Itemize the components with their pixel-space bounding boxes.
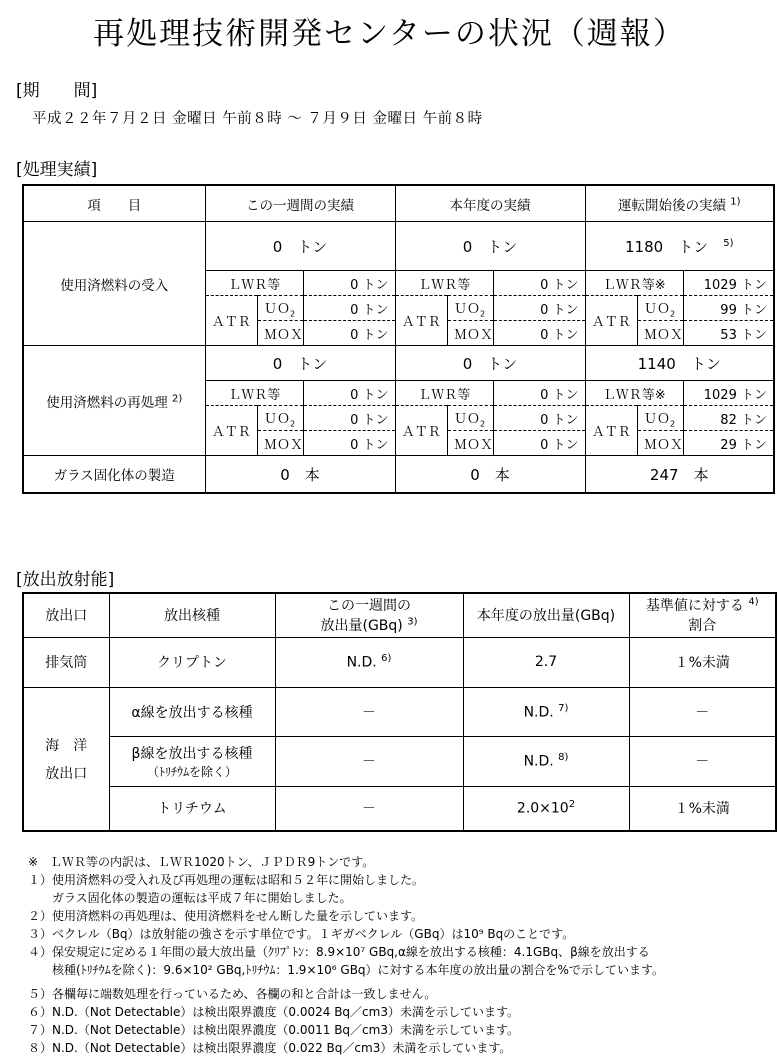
alpha-nuclide: α線を放出する核種 [109,687,275,736]
stack-ratio: １%未満 [629,637,776,687]
beta-year: N.D. $^{8)}$ [463,736,629,786]
header-nuclide: 放出核種 [109,593,275,637]
release-row-alpha [23,687,776,736]
reprocessing-cumulative-detail: ＬＷＲ等※ 1029 トン ＡＴＲ ＵＯ$_2$ 82 トン ＭＯＸ 29 トン [585,381,774,456]
glass-year: 0 本 [395,456,585,494]
alpha-year: N.D. $^{7)}$ [463,687,629,736]
tritium-year: $2.0\times 10^2$ [463,786,629,831]
glass-label: ガラス固化体の製造 [23,456,205,494]
release-header-row [23,593,776,637]
footnotes [28,853,664,1057]
beta-week: － [275,736,463,786]
receipt-cumulative-detail: ＬＷＲ等※ 1029 トン ＡＴＲ ＵＯ$_2$ 99 トン ＭＯＸ 53 トン [585,271,774,346]
alpha-week: － [275,687,463,736]
alpha-ratio: － [629,687,776,736]
reprocessing-year-detail: ＬＷＲ等 0 トン ＡＴＲ ＵＯ$_2$ 0 トン ＭＯＸ 0 トン [395,381,585,456]
header-year: 本年度の実績 [395,185,585,222]
footnote: ４）保安規定に定める１年間の最大放出量（ｸﾘﾌﾟﾄﾝ：8.9×10⁷ GBq,α線を放出する核種：4.1GBq、β線を放出する [28,945,650,959]
footnote: １）使用済燃料の受入れ及び再処理の運転は昭和５２年に開始しました。 [28,873,425,887]
tritium-week: － [275,786,463,831]
reprocessing-total-row [23,346,774,381]
header-ratio: 基準値に対する $^{4)}$ 割合 [629,593,776,637]
receipt-year-detail: ＬＷＲ等 0 トン ＡＴＲ ＵＯ$_2$ 0 トン ＭＯＸ 0 トン [395,271,585,346]
reprocessing-year-total: 0 トン [395,346,585,381]
glass-row [23,456,774,494]
header-week: この一週間の実績 [205,185,395,222]
stack-year: 2.7 [463,637,629,687]
reprocessing-label: 使用済燃料の再処理 $^{2)}$ [23,346,205,456]
sea-outlet: 海 洋 放出口 [23,687,109,831]
section-processing-heading: [処理実績] [16,160,98,180]
beta-nuclide: β線を放出する核種 （ﾄﾘﾁｳﾑを除く） [109,736,275,786]
footnote: ※ ＬＷＲ等の内訳は、ＬＷＲ1020トン、ＪＰＤＲ9トンです。 [28,855,375,869]
beta-ratio: － [629,736,776,786]
header-outlet: 放出口 [23,593,109,637]
reprocessing-cumulative-total: 1140 トン [585,346,774,381]
reprocessing-week-detail: ＬＷＲ等 0 トン ＡＴＲ ＵＯ$_2$ 0 トン ＭＯＸ 0 トン [205,381,395,456]
release-table [22,592,777,832]
footnote: ７）N.D.（Not Detectable）は検出限界濃度（0.0011 Bq／cm3）未満を示しています。 [28,1023,520,1037]
receipt-cumulative-total: 1180 トン $^{5)}$ [585,222,774,271]
glass-cumulative: 247 本 [585,456,774,494]
receipt-week-total: 0 トン [205,222,395,271]
stack-week: N.D. $^{6)}$ [275,637,463,687]
page-title: 再処理技術開発センターの状況（週報） [93,16,686,52]
header-week-release: この一週間の 放出量(GBq) $^{3)}$ [275,593,463,637]
header-cumulative: 運転開始後の実績 $^{1)}$ [585,185,774,222]
footnote: ３）ベクレル（Bq）は放射能の強さを示す単位です。１ギガベクレル（GBq）は10⁹ Bqのことです。 [28,927,575,941]
period-text: 平成２２年７月２日 金曜日 午前８時 ～ ７月９日 金曜日 午前８時 [32,111,483,127]
stack-outlet: 排気筒 [23,637,109,687]
receipt-total-row [23,222,774,271]
section-release-heading: [放出放射能] [16,570,115,590]
reprocessing-week-total: 0 トン [205,346,395,381]
glass-week: 0 本 [205,456,395,494]
receipt-year-total: 0 トン [395,222,585,271]
receipt-label: 使用済燃料の受入 [23,222,205,346]
release-row-tritium [23,786,776,831]
tritium-ratio: １%未満 [629,786,776,831]
header-item: 項 目 [23,185,205,222]
release-row-beta [23,736,776,786]
footnote: ガラス固化体の製造の運転は平成７年に開始しました。 [28,891,352,905]
header-year-release: 本年度の放出量(GBq) [463,593,629,637]
receipt-week-detail: ＬＷＲ等 0 トン ＡＴＲ ＵＯ$_2$ 0 トン ＭＯＸ 0 トン [205,271,395,346]
footnote: ２）使用済燃料の再処理は、使用済燃料をせん断した量を示しています。 [28,909,424,923]
release-row-stack [23,637,776,687]
section-period-heading: [期 間] [16,81,98,101]
footnote: ８）N.D.（Not Detectable）は検出限界濃度（0.022 Bq／cm3）未満を示しています。 [28,1041,512,1055]
footnote: 核種(ﾄﾘﾁｳﾑを除く)：9.6×10² GBq,ﾄﾘﾁｳﾑ：1.9×10⁶ GBq）に対する本年度の放出量の割合を%で示しています。 [28,963,664,977]
tritium-nuclide: トリチウム [109,786,275,831]
footnote: ５）各欄毎に端数処理を行っているため、各欄の和と合計は一致しません。 [28,987,437,1001]
stack-nuclide: クリプトン [109,637,275,687]
footnote: ６）N.D.（Not Detectable）は検出限界濃度（0.0024 Bq／cm3）未満を示しています。 [28,1005,520,1019]
processing-header-row [23,185,774,222]
processing-table [22,184,775,494]
